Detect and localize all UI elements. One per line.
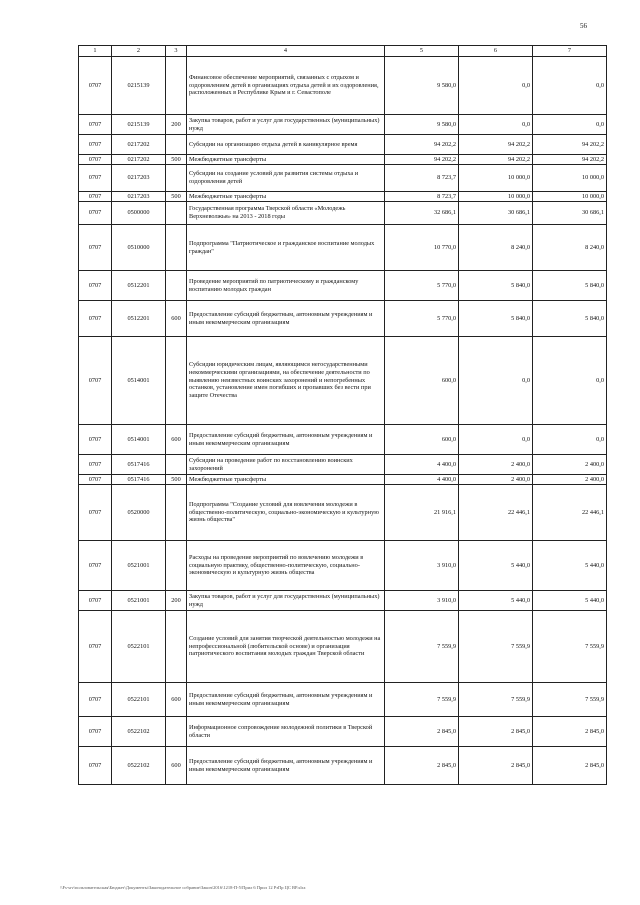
table-cell: Субсидии на организацию отдыха детей в каникулярное время xyxy=(187,135,385,155)
table-cell: 0707 xyxy=(79,591,112,611)
table-row xyxy=(79,717,607,747)
header-row xyxy=(79,46,607,57)
table-cell: 0512201 xyxy=(112,301,166,337)
table-cell xyxy=(166,202,187,225)
file-path-footer: \\Fs-srv\пользовательская\Бюджет\Документы\Законодательное собрание\Закон\2016\1218-П-5\Прил 6 Прил 12 РзПр ЦС ВР.xlsx xyxy=(60,885,306,890)
table-cell: 5 840,0 xyxy=(459,301,533,337)
table-cell: 3 910,0 xyxy=(385,541,459,591)
table-cell: 2 845,0 xyxy=(459,717,533,747)
table-cell xyxy=(166,337,187,425)
table-cell: Межбюджетные трансферты xyxy=(187,155,385,165)
table-cell: 0707 xyxy=(79,301,112,337)
table-cell: 94 202,2 xyxy=(459,155,533,165)
table-cell: 600 xyxy=(166,747,187,785)
table-cell: 2 400,0 xyxy=(459,475,533,485)
table-cell: 0,0 xyxy=(533,57,607,115)
table-cell: 0522101 xyxy=(112,611,166,683)
table-cell: 0217202 xyxy=(112,135,166,155)
header-cell: 7 xyxy=(533,46,607,57)
table-cell: 0707 xyxy=(79,155,112,165)
table-cell: 0707 xyxy=(79,425,112,455)
table-cell: Создание условий для занятия творческой деятельностью молодежи на непрофессиональной (любительской основе) и организация патриотического воспитания молодых граждан Тверской области xyxy=(187,611,385,683)
table-cell: 2 845,0 xyxy=(385,717,459,747)
table-cell: 94 202,2 xyxy=(459,135,533,155)
table-cell: 200 xyxy=(166,591,187,611)
table-row xyxy=(79,475,607,485)
table-cell: 0500000 xyxy=(112,202,166,225)
table-cell: 600,0 xyxy=(385,425,459,455)
table-cell: 7 559,9 xyxy=(533,611,607,683)
table-cell: 0522101 xyxy=(112,683,166,717)
table-row xyxy=(79,165,607,192)
table-cell: 2 845,0 xyxy=(459,747,533,785)
table-cell xyxy=(166,455,187,475)
table-cell: 30 686,1 xyxy=(459,202,533,225)
table-cell: 0707 xyxy=(79,225,112,271)
table-row xyxy=(79,225,607,271)
table-cell: 0217203 xyxy=(112,165,166,192)
table-row xyxy=(79,202,607,225)
table-cell: Субсидии юридическим лицам, являющимся негосударственными некоммерческими организациями, на обеспечение деятельности по выявлению неизвестных воинских захоронений и непогребенных останков, установление имен погибших и пропавших без вести при защите Отечества xyxy=(187,337,385,425)
table-cell: 9 580,0 xyxy=(385,57,459,115)
table-cell: 0707 xyxy=(79,202,112,225)
table-cell: 5 840,0 xyxy=(533,301,607,337)
table-cell xyxy=(166,485,187,541)
table-cell: 0512201 xyxy=(112,271,166,301)
table-cell: 0,0 xyxy=(459,337,533,425)
table-cell: 94 202,2 xyxy=(533,135,607,155)
table-row xyxy=(79,271,607,301)
table-cell: 0521001 xyxy=(112,541,166,591)
table-cell: 5 840,0 xyxy=(533,271,607,301)
table-cell: Предоставление субсидий бюджетным, автономным учреждениям и иным некоммерческим организациям xyxy=(187,425,385,455)
table-cell xyxy=(166,271,187,301)
header-cell: 6 xyxy=(459,46,533,57)
table-cell: 3 910,0 xyxy=(385,591,459,611)
table-cell xyxy=(166,135,187,155)
table-cell: 0522102 xyxy=(112,747,166,785)
table-cell: Подпрограмма "Создание условий для вовлечения молодежи в общественно-политическую, социально-экономическую и культурную жизнь общества" xyxy=(187,485,385,541)
header-cell: 4 xyxy=(187,46,385,57)
table-cell: 10 000,0 xyxy=(459,165,533,192)
table-row xyxy=(79,541,607,591)
table-cell: 7 559,9 xyxy=(533,683,607,717)
table-cell: 21 916,1 xyxy=(385,485,459,541)
table-cell: Расходы на проведение мероприятий по вовлечению молодежи в социальную практику, общественно-политическую, социально-экономическую и культурную жизнь общества xyxy=(187,541,385,591)
table-cell: 600 xyxy=(166,425,187,455)
table-cell: 0514001 xyxy=(112,425,166,455)
table-cell: 0707 xyxy=(79,271,112,301)
table-cell: 0517416 xyxy=(112,475,166,485)
table-cell: 0707 xyxy=(79,115,112,135)
table-row xyxy=(79,485,607,541)
table-cell xyxy=(166,225,187,271)
table-cell: 600,0 xyxy=(385,337,459,425)
table-cell: 500 xyxy=(166,155,187,165)
table-cell: 0522102 xyxy=(112,717,166,747)
table-cell: 0707 xyxy=(79,57,112,115)
header-cell: 3 xyxy=(166,46,187,57)
table-cell: 5 840,0 xyxy=(459,271,533,301)
table-cell: 7 559,9 xyxy=(459,611,533,683)
table-cell: 5 770,0 xyxy=(385,271,459,301)
table-cell: 94 202,2 xyxy=(385,135,459,155)
table-row xyxy=(79,455,607,475)
table-cell: 0,0 xyxy=(459,57,533,115)
table-cell: 0707 xyxy=(79,611,112,683)
table-cell xyxy=(166,165,187,192)
table-cell: 0707 xyxy=(79,747,112,785)
table-cell: 5 440,0 xyxy=(459,591,533,611)
table-cell: 5 440,0 xyxy=(459,541,533,591)
table-cell: Предоставление субсидий бюджетным, автономным учреждениям и иным некоммерческим организациям xyxy=(187,301,385,337)
table-cell: 0707 xyxy=(79,337,112,425)
table-cell: 0707 xyxy=(79,135,112,155)
table-row xyxy=(79,57,607,115)
table-cell: 0,0 xyxy=(459,425,533,455)
table-cell: 8 723,7 xyxy=(385,192,459,202)
table-cell: Проведение мероприятий по патриотическому и гражданскому воспитанию молодых граждан xyxy=(187,271,385,301)
table-cell: 4 400,0 xyxy=(385,475,459,485)
table-cell: 600 xyxy=(166,301,187,337)
table-cell: 32 686,1 xyxy=(385,202,459,225)
table-cell: 0,0 xyxy=(533,337,607,425)
table-cell: 2 845,0 xyxy=(385,747,459,785)
table-cell: 500 xyxy=(166,475,187,485)
table-cell: 0520000 xyxy=(112,485,166,541)
table-cell: 0707 xyxy=(79,485,112,541)
header-cell: 5 xyxy=(385,46,459,57)
table-cell: 94 202,2 xyxy=(533,155,607,165)
budget-table xyxy=(78,45,607,785)
table-cell: 2 400,0 xyxy=(459,455,533,475)
table-cell: 10 000,0 xyxy=(533,165,607,192)
table-cell: 0517416 xyxy=(112,455,166,475)
table-cell: 0707 xyxy=(79,192,112,202)
table-row xyxy=(79,115,607,135)
table-row xyxy=(79,301,607,337)
table-row xyxy=(79,611,607,683)
table-cell: 2 400,0 xyxy=(533,475,607,485)
table-cell: 200 xyxy=(166,115,187,135)
table-cell: 0217203 xyxy=(112,192,166,202)
table-cell: 2 400,0 xyxy=(533,455,607,475)
table-cell: 7 559,9 xyxy=(459,683,533,717)
table-cell: 22 446,1 xyxy=(533,485,607,541)
table-cell xyxy=(166,57,187,115)
table-cell: 0707 xyxy=(79,475,112,485)
table-cell: 10 000,0 xyxy=(459,192,533,202)
table-row xyxy=(79,155,607,165)
table-cell: Межбюджетные трансферты xyxy=(187,192,385,202)
table-cell: 0,0 xyxy=(533,425,607,455)
table-cell: 30 686,1 xyxy=(533,202,607,225)
table-cell: Предоставление субсидий бюджетным, автономным учреждениям и иным некоммерческим организациям xyxy=(187,747,385,785)
table-cell: 10 000,0 xyxy=(533,192,607,202)
table-cell: 0707 xyxy=(79,717,112,747)
table-cell: 500 xyxy=(166,192,187,202)
table-cell: 5 440,0 xyxy=(533,541,607,591)
table-cell: 9 580,0 xyxy=(385,115,459,135)
page-number: 56 xyxy=(580,22,587,30)
table-cell: 2 845,0 xyxy=(533,717,607,747)
table-cell: 2 845,0 xyxy=(533,747,607,785)
table-cell: Субсидии на создание условий для развития системы отдыха и оздоровления детей xyxy=(187,165,385,192)
table-cell: Государственная программа Тверской области «Молодежь Верхневолжья» на 2013 - 2018 годы xyxy=(187,202,385,225)
table-row xyxy=(79,591,607,611)
table-cell: 7 559,9 xyxy=(385,683,459,717)
table-cell: Подпрограмма "Патриотическое и гражданское воспитание молодых граждан" xyxy=(187,225,385,271)
table-cell: 10 770,0 xyxy=(385,225,459,271)
table-cell: 4 400,0 xyxy=(385,455,459,475)
table-cell: 94 202,2 xyxy=(385,155,459,165)
table-cell xyxy=(166,541,187,591)
table-cell: 0707 xyxy=(79,683,112,717)
table-row xyxy=(79,135,607,155)
table-cell: 0,0 xyxy=(459,115,533,135)
table-cell: 0707 xyxy=(79,455,112,475)
table-cell: 8 240,0 xyxy=(533,225,607,271)
table-cell: Предоставление субсидий бюджетным, автономным учреждениям и иным некоммерческим организациям xyxy=(187,683,385,717)
table-row xyxy=(79,683,607,717)
table-cell: 0215139 xyxy=(112,115,166,135)
table-cell: 0,0 xyxy=(533,115,607,135)
table-cell: 7 559,9 xyxy=(385,611,459,683)
table-cell: 0521001 xyxy=(112,591,166,611)
table-cell: Закупка товаров, работ и услуг для государственных (муниципальных) нужд xyxy=(187,115,385,135)
table-cell xyxy=(166,611,187,683)
table-cell: Субсидии на проведение работ по восстановлению воинских захоронений xyxy=(187,455,385,475)
table-cell: 0707 xyxy=(79,541,112,591)
table-cell: Закупка товаров, работ и услуг для государственных (муниципальных) нужд xyxy=(187,591,385,611)
table-row xyxy=(79,747,607,785)
table-row xyxy=(79,337,607,425)
table-cell: 0514001 xyxy=(112,337,166,425)
table-row xyxy=(79,192,607,202)
table-cell: 8 240,0 xyxy=(459,225,533,271)
table-cell: 0707 xyxy=(79,165,112,192)
table-cell: 5 440,0 xyxy=(533,591,607,611)
table-cell: 22 446,1 xyxy=(459,485,533,541)
table-cell: Финансовое обеспечение мероприятий, связанных с отдыхом и оздоровлением детей в организациях отдыха детей и их оздоровления, расположенных в Республике Крым и г. Севастополе xyxy=(187,57,385,115)
table-cell: 0215139 xyxy=(112,57,166,115)
table-cell: 0510000 xyxy=(112,225,166,271)
table-cell: Межбюджетные трансферты xyxy=(187,475,385,485)
table-cell: Информационное сопровождение молодежной политики в Тверской области xyxy=(187,717,385,747)
table-cell xyxy=(166,717,187,747)
table-cell: 600 xyxy=(166,683,187,717)
header-cell: 1 xyxy=(79,46,112,57)
table-cell: 0217202 xyxy=(112,155,166,165)
table-cell: 8 723,7 xyxy=(385,165,459,192)
header-cell: 2 xyxy=(112,46,166,57)
table-cell: 5 770,0 xyxy=(385,301,459,337)
table-row xyxy=(79,425,607,455)
